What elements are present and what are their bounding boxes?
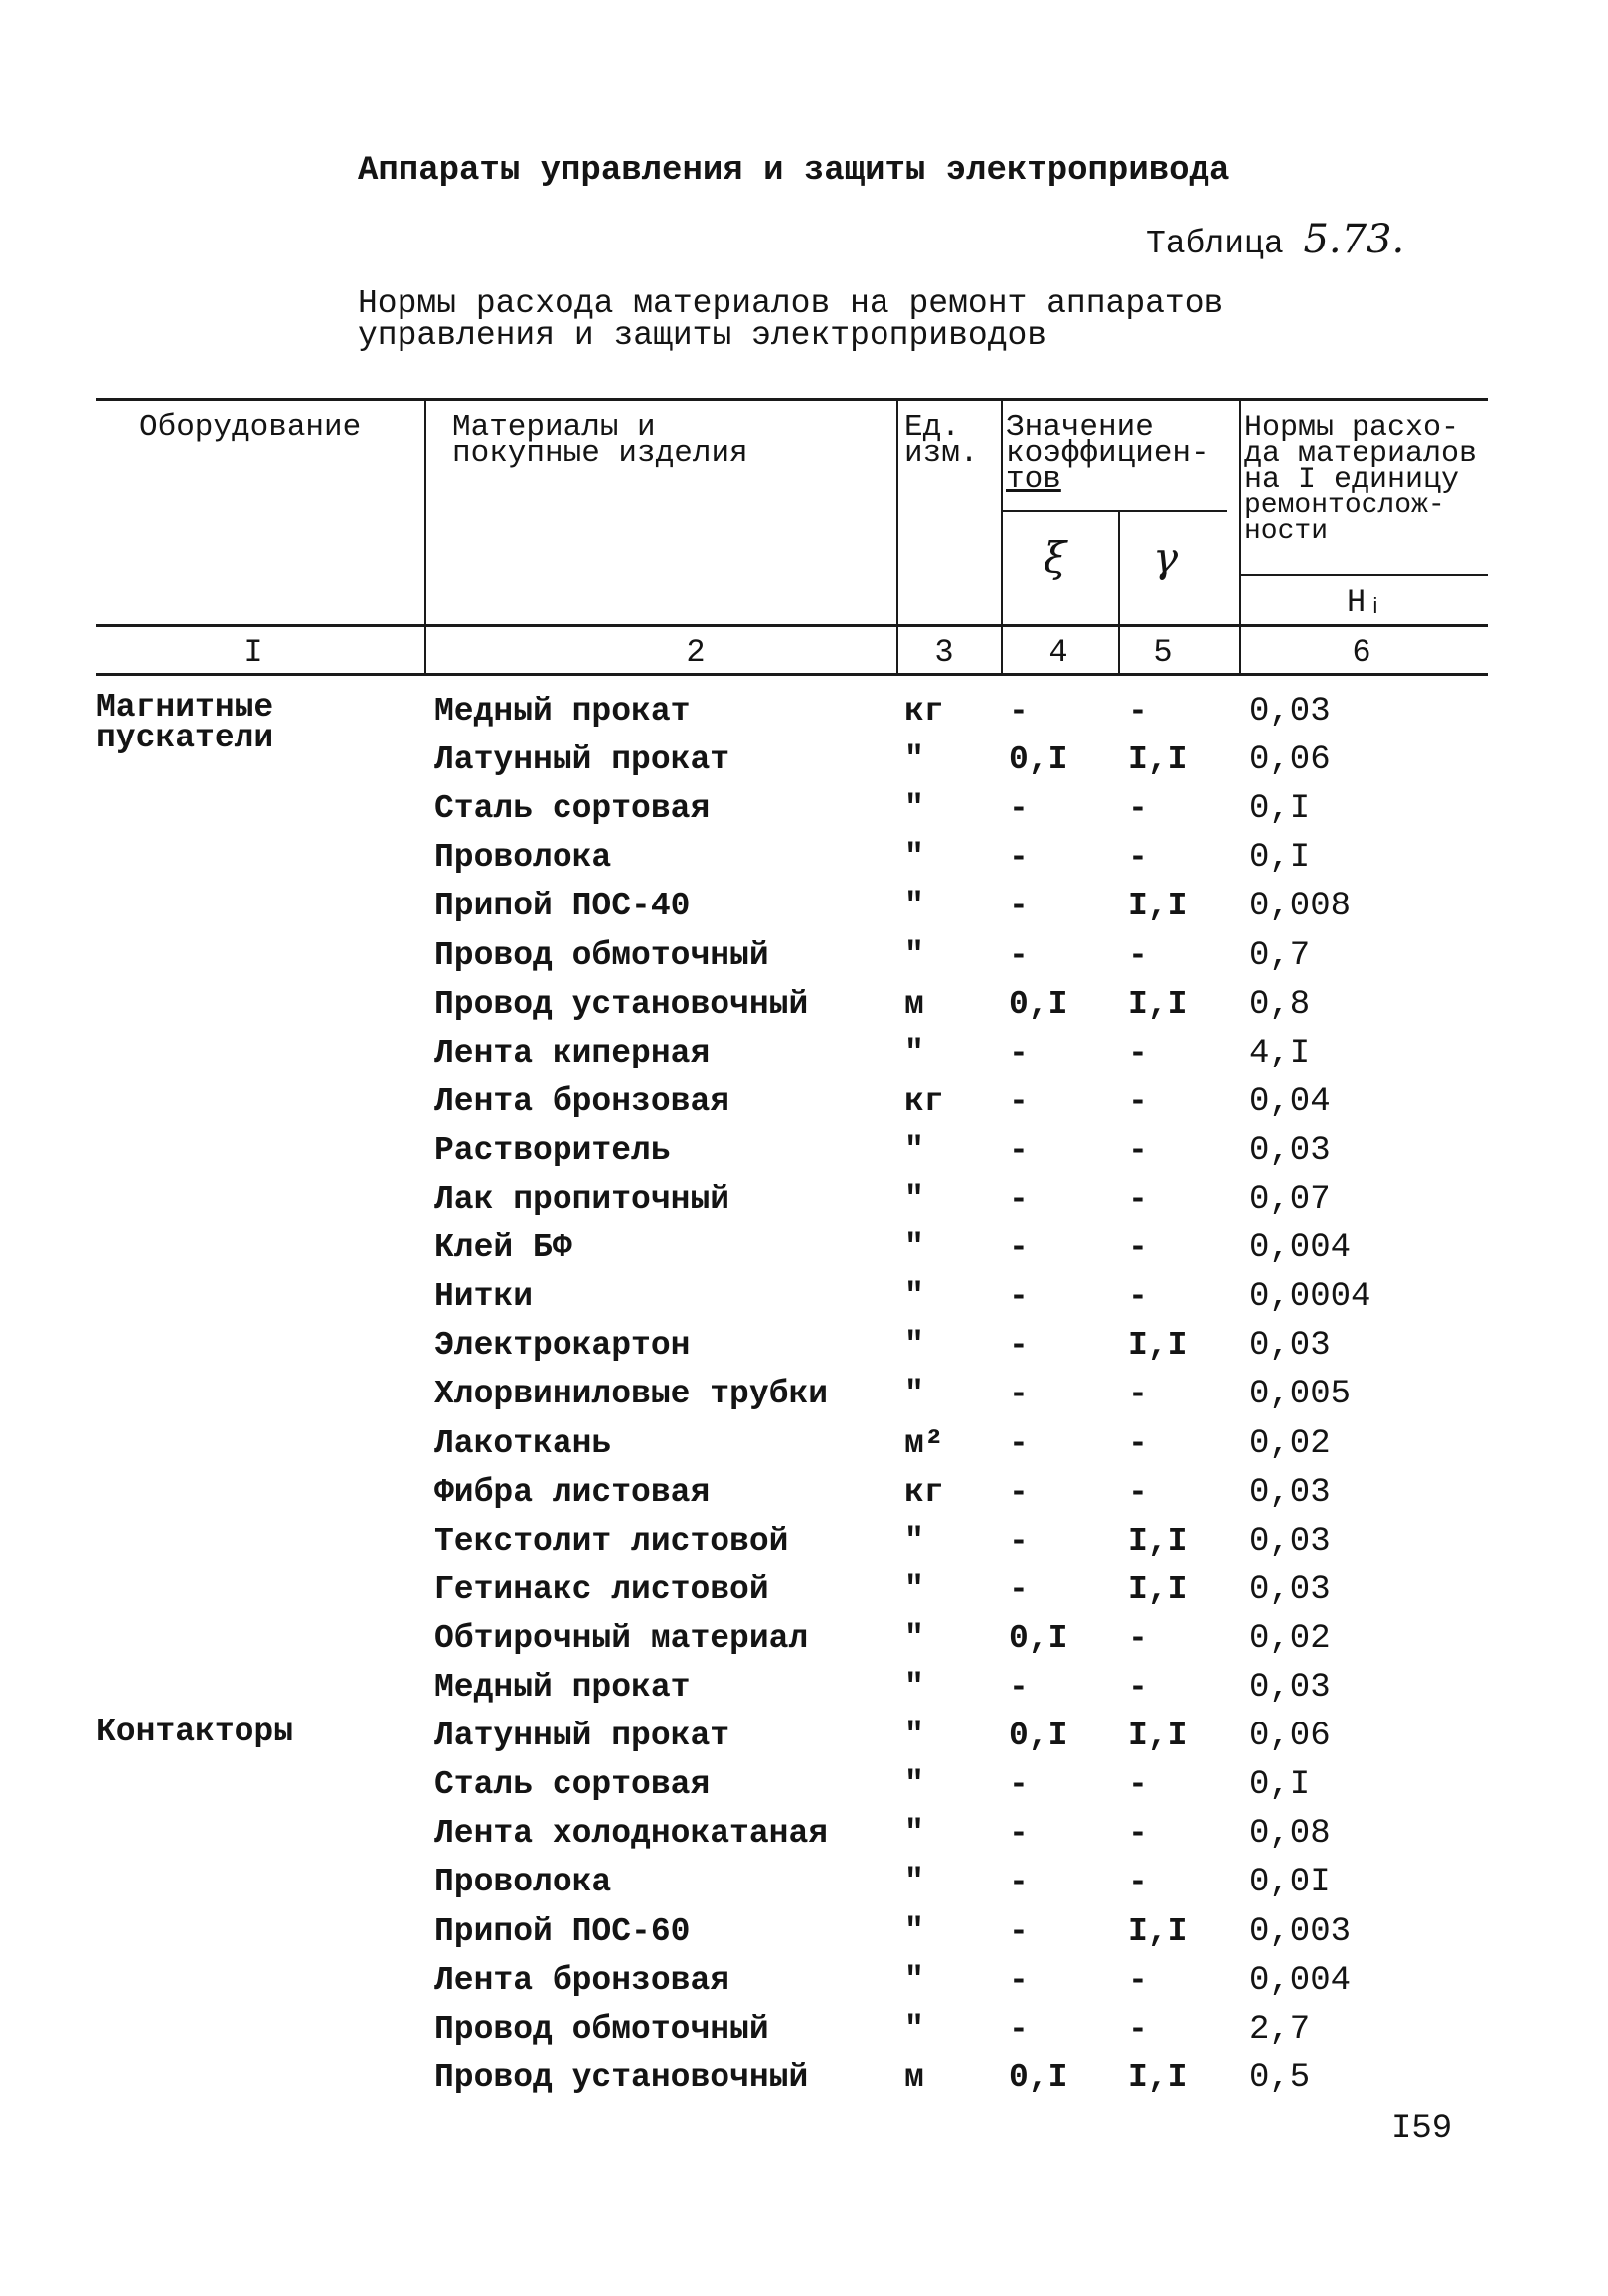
coef-xi-cell: - bbox=[1009, 888, 1029, 925]
coef-xi-cell: 0,I bbox=[1009, 985, 1068, 1023]
group-magnetic-starters: Магнитные пускатели bbox=[96, 689, 274, 756]
norm-cell: 0,07 bbox=[1249, 1181, 1331, 1219]
norm-cell: 4,I bbox=[1249, 1034, 1311, 1072]
table-caption bbox=[358, 285, 1224, 354]
norm-cell: 0,005 bbox=[1249, 1376, 1352, 1414]
unit-cell: " bbox=[904, 1864, 924, 1901]
norm-cell: 0,003 bbox=[1249, 1912, 1352, 1951]
table-row bbox=[0, 693, 1608, 741]
coef-xi-cell: - bbox=[1009, 1082, 1029, 1120]
norm-cell: 0,03 bbox=[1249, 1327, 1331, 1366]
unit-cell: " bbox=[904, 1327, 924, 1365]
table-row bbox=[0, 1132, 1608, 1181]
table-label bbox=[1146, 217, 1404, 262]
coef-gamma-cell: I,I bbox=[1128, 1718, 1188, 1755]
coef-xi-cell: - bbox=[1009, 1327, 1029, 1365]
coef-gamma-cell: I,I bbox=[1128, 1522, 1188, 1559]
material-cell: Лента холоднокатаная bbox=[434, 1815, 829, 1853]
norm-cell: 0,0004 bbox=[1249, 1278, 1371, 1317]
norm-cell: 0,004 bbox=[1249, 1230, 1352, 1268]
coef-gamma-cell: - bbox=[1128, 790, 1148, 828]
material-cell: Медный прокат bbox=[434, 693, 691, 730]
coef-gamma-cell: I,I bbox=[1128, 741, 1188, 779]
material-cell: Гетинакс листовой bbox=[434, 1570, 769, 1608]
col-number: 3 bbox=[934, 634, 954, 671]
material-cell: Лента бронзовая bbox=[434, 1961, 730, 1999]
table-label-text: Таблица bbox=[1146, 226, 1284, 262]
norm-cell: 0,08 bbox=[1249, 1815, 1331, 1854]
coef-xi-cell: - bbox=[1009, 936, 1029, 974]
material-cell: Припой ПОС-40 bbox=[434, 888, 691, 925]
norm-cell: 0,03 bbox=[1249, 1522, 1331, 1560]
coef-xi-cell: - bbox=[1009, 1961, 1029, 1999]
material-cell: Медный прокат bbox=[434, 1669, 691, 1706]
material-cell: Провод установочный bbox=[434, 985, 809, 1023]
material-cell: Сталь сортовая bbox=[434, 1766, 711, 1804]
coef-xi-cell: 0,I bbox=[1009, 2058, 1068, 2096]
coef-xi-cell: - bbox=[1009, 1181, 1029, 1218]
table-row bbox=[0, 1181, 1608, 1230]
unit-cell: " bbox=[904, 888, 924, 925]
coef-xi-cell: - bbox=[1009, 1376, 1029, 1413]
coef-gamma-cell: - bbox=[1128, 1181, 1148, 1218]
caption-line: управления и защиты электроприводов bbox=[358, 317, 1047, 354]
material-cell: Сталь сортовая bbox=[434, 790, 711, 828]
norm-cell: 0,03 bbox=[1249, 1570, 1331, 1609]
table-row bbox=[0, 888, 1608, 936]
table-top-rule bbox=[96, 398, 1488, 401]
coef-xi-cell: - bbox=[1009, 1230, 1029, 1267]
col-number: 4 bbox=[1048, 634, 1068, 671]
caption-line: Нормы расхода материалов на ремонт аппаратов bbox=[358, 285, 1224, 322]
col-number: 2 bbox=[686, 634, 706, 671]
unit-cell: " bbox=[904, 1570, 924, 1608]
coef-gamma-cell: - bbox=[1128, 1082, 1148, 1120]
norm-cell: 2,7 bbox=[1249, 2010, 1311, 2049]
col-number: 5 bbox=[1153, 634, 1173, 671]
table-row bbox=[0, 1327, 1608, 1376]
coef-xi-cell: 0,I bbox=[1009, 1619, 1068, 1657]
unit-cell: " bbox=[904, 741, 924, 779]
table-number: 5.73. bbox=[1303, 217, 1405, 262]
coef-xi-cell: - bbox=[1009, 693, 1029, 730]
coef-gamma-cell: - bbox=[1128, 1376, 1148, 1413]
unit-cell: " bbox=[904, 1669, 924, 1706]
table-row bbox=[0, 2011, 1608, 2059]
unit-cell: " bbox=[904, 839, 924, 877]
material-cell: Нитки bbox=[434, 1278, 534, 1316]
table-row bbox=[0, 1278, 1608, 1327]
page-title: Аппараты управления и защиты электропривода bbox=[358, 152, 1230, 190]
coef-gamma-cell: - bbox=[1128, 1864, 1148, 1901]
material-cell: Лакоткань bbox=[434, 1424, 612, 1462]
norm-cell: 0,03 bbox=[1249, 1669, 1331, 1707]
material-cell: Лента киперная bbox=[434, 1034, 711, 1071]
table-row bbox=[0, 1376, 1608, 1424]
coef-divider-rule bbox=[1001, 510, 1227, 512]
coef-xi-cell: - bbox=[1009, 1815, 1029, 1853]
coef-gamma-cell: I,I bbox=[1128, 1912, 1188, 1950]
header-materials: Материалы и покупные изделия bbox=[452, 410, 748, 471]
unit-cell: " bbox=[904, 1961, 924, 1999]
col-divider bbox=[896, 401, 898, 673]
coef-gamma-cell: - bbox=[1128, 1961, 1148, 1999]
norm-cell: 0,I bbox=[1249, 790, 1311, 829]
unit-cell: " bbox=[904, 1034, 924, 1071]
material-cell: Лак пропиточный bbox=[434, 1181, 730, 1218]
coef-gamma-cell: I,I bbox=[1128, 888, 1188, 925]
coef-xi-cell: - bbox=[1009, 1034, 1029, 1071]
header-norm: Нормы расхо- да материалов на I единицу ремонтослож- ности bbox=[1244, 411, 1478, 547]
coef-gamma-cell: - bbox=[1128, 693, 1148, 730]
unit-cell: м² bbox=[904, 1424, 944, 1462]
coef-xi-cell: - bbox=[1009, 1669, 1029, 1706]
coef-gamma-cell: - bbox=[1128, 2010, 1148, 2048]
table-row bbox=[0, 1962, 1608, 2011]
material-cell: Клей БФ bbox=[434, 1230, 572, 1267]
material-cell: Проволока bbox=[434, 1864, 612, 1901]
unit-cell: " bbox=[904, 1376, 924, 1413]
norm-cell: 0,004 bbox=[1249, 1961, 1352, 2000]
coef-xi-cell: - bbox=[1009, 1131, 1029, 1169]
header-equipment: Оборудование bbox=[139, 410, 362, 445]
coef-xi-cell: - bbox=[1009, 2010, 1029, 2048]
unit-cell: " bbox=[904, 936, 924, 974]
table-row bbox=[0, 1913, 1608, 1962]
coef-gamma-cell: - bbox=[1128, 1473, 1148, 1511]
table-row bbox=[0, 1714, 1608, 1766]
table-row bbox=[0, 1766, 1608, 1815]
table-row bbox=[0, 2059, 1608, 2108]
coef-gamma-cell: I,I bbox=[1128, 1327, 1188, 1365]
table-row bbox=[0, 1230, 1608, 1278]
unit-cell: кг bbox=[904, 1473, 944, 1511]
table-row bbox=[0, 1815, 1608, 1864]
col-divider bbox=[1001, 401, 1003, 673]
norm-cell: 0,008 bbox=[1249, 888, 1352, 926]
coef-gamma-cell: I,I bbox=[1128, 1570, 1188, 1608]
coef-xi-cell: - bbox=[1009, 1278, 1029, 1316]
coef-xi-cell: - bbox=[1009, 1424, 1029, 1462]
unit-cell: кг bbox=[904, 693, 944, 730]
coef-xi-cell: - bbox=[1009, 1864, 1029, 1901]
coef-gamma-cell: I,I bbox=[1128, 985, 1188, 1023]
norm-cell: 0,04 bbox=[1249, 1082, 1331, 1121]
coef-xi-cell: 0,I bbox=[1009, 741, 1068, 779]
material-cell: Провод обмоточный bbox=[434, 936, 769, 974]
material-cell: Электрокартон bbox=[434, 1327, 691, 1365]
material-cell: Растворитель bbox=[434, 1131, 671, 1169]
unit-cell: " bbox=[904, 1766, 924, 1804]
unit-cell: " bbox=[904, 1619, 924, 1657]
material-cell: Лента бронзовая bbox=[434, 1082, 730, 1120]
coef-gamma-cell: I,I bbox=[1128, 2058, 1188, 2096]
header-unit: Ед. изм. bbox=[904, 410, 979, 471]
material-cell: Провод установочный bbox=[434, 2058, 809, 2096]
coef-gamma-cell: - bbox=[1128, 1815, 1148, 1853]
column-numbers-rule bbox=[96, 673, 1488, 676]
coef-xi-cell: - bbox=[1009, 1522, 1029, 1559]
norm-cell: 0,0I bbox=[1249, 1864, 1331, 1902]
unit-cell: м bbox=[904, 985, 924, 1023]
coef-gamma-cell: - bbox=[1128, 1230, 1148, 1267]
col-number: I bbox=[243, 634, 263, 671]
table-row bbox=[0, 986, 1608, 1035]
col-number: 6 bbox=[1352, 634, 1371, 671]
unit-cell: " bbox=[904, 790, 924, 828]
coef-gamma-cell: - bbox=[1128, 1131, 1148, 1169]
table-row bbox=[0, 1083, 1608, 1132]
unit-cell: м bbox=[904, 2058, 924, 2096]
norm-cell: 0,I bbox=[1249, 1766, 1311, 1805]
norm-cell: 0,06 bbox=[1249, 1718, 1331, 1756]
norm-cell: 0,06 bbox=[1249, 741, 1331, 780]
coef-xi-cell: - bbox=[1009, 1912, 1029, 1950]
coef-gamma-cell: - bbox=[1128, 1766, 1148, 1804]
table-row bbox=[0, 1864, 1608, 1912]
norm-cell: 0,03 bbox=[1249, 693, 1331, 731]
norm-cell: 0,7 bbox=[1249, 936, 1311, 975]
unit-cell: " bbox=[904, 1815, 924, 1853]
norm-cell: 0,02 bbox=[1249, 1424, 1331, 1463]
unit-cell: кг bbox=[904, 1082, 944, 1120]
coef-gamma-cell: - bbox=[1128, 839, 1148, 877]
coef-gamma-symbol: γ bbox=[1153, 533, 1179, 581]
material-cell: Текстолит листовой bbox=[434, 1522, 789, 1559]
unit-cell: " bbox=[904, 1278, 924, 1316]
norm-cell: 0,8 bbox=[1249, 985, 1311, 1024]
page-number: I59 bbox=[1391, 2110, 1453, 2148]
norm-symbol: Hᵢ bbox=[1347, 584, 1385, 621]
unit-cell: " bbox=[904, 1131, 924, 1169]
norm-cell: 0,5 bbox=[1249, 2058, 1311, 2097]
coef-xi-cell: - bbox=[1009, 1766, 1029, 1804]
coef-xi-symbol: ξ bbox=[1044, 533, 1067, 581]
material-cell: Хлорвиниловые трубки bbox=[434, 1376, 829, 1413]
material-cell: Латунный прокат bbox=[434, 1718, 730, 1755]
material-cell: Провод обмоточный bbox=[434, 2010, 769, 2048]
coef-gamma-cell: - bbox=[1128, 1034, 1148, 1071]
coef-xi-cell: - bbox=[1009, 1473, 1029, 1511]
table-row bbox=[0, 1620, 1608, 1669]
norm-cell: 0,02 bbox=[1249, 1619, 1331, 1658]
coef-xi-cell: - bbox=[1009, 1570, 1029, 1608]
table-row bbox=[0, 1523, 1608, 1571]
coef-gamma-cell: - bbox=[1128, 1278, 1148, 1316]
table-row bbox=[0, 1571, 1608, 1620]
unit-cell: " bbox=[904, 2010, 924, 2048]
group-contactors: Контакторы bbox=[96, 1714, 294, 1750]
coef-gamma-cell: - bbox=[1128, 1424, 1148, 1462]
coef-xi-cell: - bbox=[1009, 790, 1029, 828]
unit-cell: " bbox=[904, 1230, 924, 1267]
table-row bbox=[0, 1035, 1608, 1083]
table-row bbox=[0, 741, 1608, 790]
table-row bbox=[0, 1474, 1608, 1523]
table-row bbox=[0, 937, 1608, 986]
coef-gamma-cell: - bbox=[1128, 1619, 1148, 1657]
unit-cell: " bbox=[904, 1718, 924, 1755]
norm-cell: 0,03 bbox=[1249, 1473, 1331, 1512]
material-cell: Припой ПОС-60 bbox=[434, 1912, 691, 1950]
header-coefficients: Значение коэффициен- тов bbox=[1006, 410, 1209, 497]
material-cell: Проволока bbox=[434, 839, 612, 877]
material-cell: Фибра листовая bbox=[434, 1473, 711, 1511]
unit-cell: " bbox=[904, 1912, 924, 1950]
norm-cell: 0,I bbox=[1249, 839, 1311, 878]
coef-gamma-cell: - bbox=[1128, 1669, 1148, 1706]
coef-xi-cell: 0,I bbox=[1009, 1718, 1068, 1755]
coef-xi-cell: - bbox=[1009, 839, 1029, 877]
table-row bbox=[0, 839, 1608, 888]
col-divider bbox=[424, 401, 426, 673]
material-cell: Латунный прокат bbox=[434, 741, 730, 779]
norm-cell: 0,03 bbox=[1249, 1131, 1331, 1170]
coef-gamma-cell: - bbox=[1128, 936, 1148, 974]
table-row bbox=[0, 1669, 1608, 1718]
material-cell: Обтирочный материал bbox=[434, 1619, 809, 1657]
unit-cell: " bbox=[904, 1522, 924, 1559]
unit-cell: " bbox=[904, 1181, 924, 1218]
norm-divider-rule bbox=[1239, 574, 1488, 576]
table-row bbox=[0, 1425, 1608, 1474]
header-bottom-rule bbox=[96, 624, 1488, 627]
col-divider bbox=[1239, 401, 1241, 673]
col-divider bbox=[1118, 512, 1120, 673]
table-row bbox=[0, 790, 1608, 839]
